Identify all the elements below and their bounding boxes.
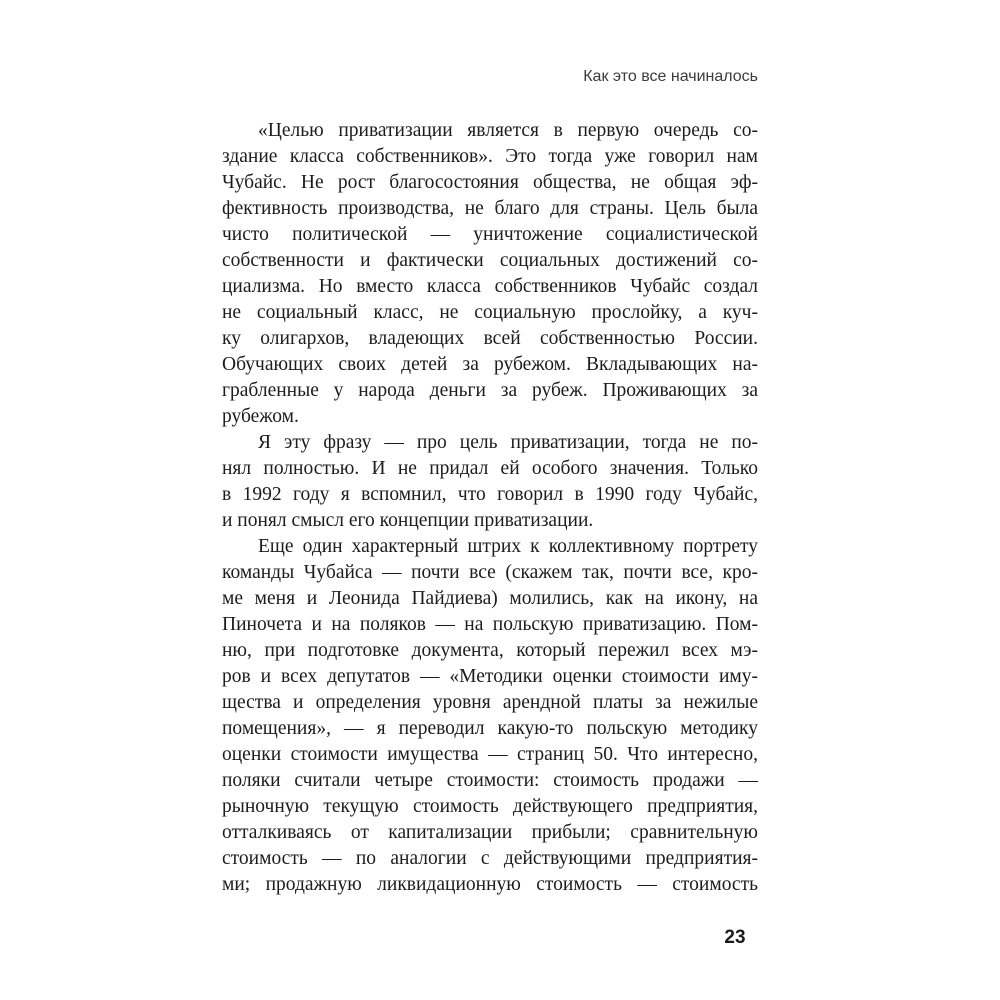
text-line: чисто политической — уничтожение социалистической: [222, 224, 758, 245]
text-line: щества и определения уровня арендной платы за нежилые: [222, 692, 758, 713]
text-line: Чубайс. Не рост благосостояния общества, не общая эф-: [222, 172, 758, 193]
text-line: помещения», — я переводил какую-то польскую методику: [222, 718, 758, 739]
text-line: циализма. Но вместо класса собственников Чубайс создал: [222, 276, 758, 297]
text-line: ме меня и Леонида Пайдиева) молились, как на икону, на: [222, 588, 758, 609]
text-line: стоимость — по аналогии с действующими предприятия-: [222, 848, 758, 869]
text-line: не социальный класс, не социальную прослойку, а куч-: [222, 302, 758, 323]
paragraph: [222, 534, 758, 898]
text-line: отталкиваясь от капитализации прибыли; сравнительную: [222, 822, 758, 843]
text-line: поляки считали четыре стоимости: стоимость продажи —: [222, 770, 758, 791]
text-line: оценки стоимости имущества — страниц 50. Что интересно,: [222, 744, 758, 765]
text-line: Еще один характерный штрих к коллективному портрету: [258, 536, 758, 557]
text-line: рыночную текущую стоимость действующего предприятия,: [222, 796, 758, 817]
text-line: рубежом.: [222, 406, 299, 427]
text-line: Я эту фразу — про цель приватизации, тогда не по-: [258, 432, 758, 453]
text-line: «Целью приватизации является в первую очередь со-: [258, 120, 758, 141]
text-line: и понял смысл его концепции приватизации.: [222, 510, 594, 531]
page-number: 23: [724, 927, 746, 948]
text-line: ку олигархов, владеющих всей собственностью России.: [222, 328, 758, 349]
page-body: [222, 118, 758, 898]
text-line: Пиночета и на поляков — на польскую приватизацию. Пом-: [222, 614, 758, 635]
text-line: ров и всех депутатов — «Методики оценки стоимости иму-: [222, 666, 758, 687]
text-line: команды Чубайса — почти все (скажем так, почти все, кро-: [222, 562, 758, 583]
text-line: Обучающих своих детей за рубежом. Вкладывающих на-: [222, 354, 758, 375]
text-line: фективность производства, не благо для страны. Цель была: [222, 198, 758, 219]
paragraph: [222, 118, 758, 430]
paragraph: [222, 430, 758, 534]
text-line: нял полностью. И не придал ей особого значения. Только: [222, 458, 758, 479]
text-line: ми; продажную ликвидационную стоимость — стоимость: [222, 874, 758, 895]
text-line: в 1992 году я вспомнил, что говорил в 1990 году Чубайс,: [222, 484, 758, 505]
text-line: здание класса собственников». Это тогда уже говорил нам: [222, 146, 758, 167]
text-line: ню, при подготовке документа, который пережил всех мэ-: [222, 640, 758, 661]
text-line: грабленные у народа деньги за рубеж. Проживающих за: [222, 380, 758, 401]
running-header: Как это все начиналось: [583, 68, 758, 85]
text-line: собственности и фактически социальных достижений со-: [222, 250, 758, 271]
